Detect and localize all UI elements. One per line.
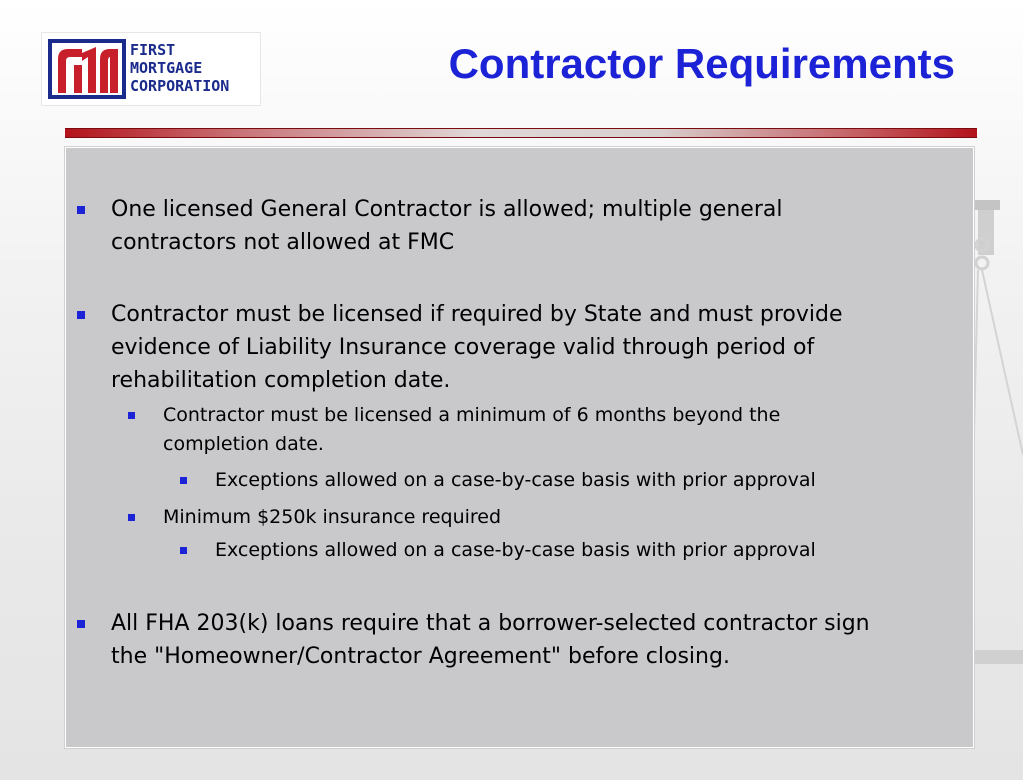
bullet-item-level-1: [111, 193, 782, 259]
bullet-item-level-1: [111, 298, 843, 397]
logo-line-2: MORTGAGE: [130, 59, 203, 77]
bullet-line: All FHA 203(k) loans require that a borrower-selected contractor sign: [111, 611, 870, 636]
bullet-marker-icon: [77, 206, 85, 214]
logo-line-3: CORPORATION: [130, 77, 230, 95]
bullet-marker-icon: [77, 311, 85, 319]
bullet-line: evidence of Liability Insurance coverage valid through period of: [111, 335, 815, 360]
bullet-line: the "Homeowner/Contractor Agreement" before closing.: [111, 644, 730, 669]
bullet-line: Minimum $250k insurance required: [163, 506, 502, 528]
bullet-marker-icon: [180, 547, 187, 554]
bullet-item-level-3: [215, 466, 816, 495]
company-logo: [41, 32, 261, 106]
bullet-item-level-2: [163, 401, 780, 459]
bullet-marker-icon: [180, 477, 187, 484]
header-divider: [65, 128, 977, 138]
bullet-item-level-3: [215, 536, 816, 565]
bullet-line: One licensed General Contractor is allowed; multiple general: [111, 197, 783, 222]
bullet-marker-icon: [128, 514, 135, 521]
bullet-line: Contractor must be licensed if required by State and must provide: [111, 302, 843, 327]
slide-title: Contractor Requirements: [448, 40, 955, 87]
bullet-marker-icon: [128, 412, 135, 419]
bullet-line: rehabilitation completion date.: [111, 368, 451, 393]
bullet-line: completion date.: [163, 433, 324, 455]
logo-line-1: FIRST: [130, 41, 176, 59]
logo-text: [130, 41, 229, 95]
bullet-marker-icon: [77, 620, 85, 628]
bullet-item-level-2: [163, 503, 501, 532]
bullet-line: Exceptions allowed on a case-by-case basis with prior approval: [215, 539, 816, 561]
logo-mark-icon: [48, 39, 126, 99]
bullet-line: contractors not allowed at FMC: [111, 230, 455, 255]
bullet-line: Exceptions allowed on a case-by-case basis with prior approval: [215, 469, 816, 491]
bullet-item-level-1: [111, 607, 870, 673]
bullet-line: Contractor must be licensed a minimum of 6 months beyond the: [163, 404, 781, 426]
